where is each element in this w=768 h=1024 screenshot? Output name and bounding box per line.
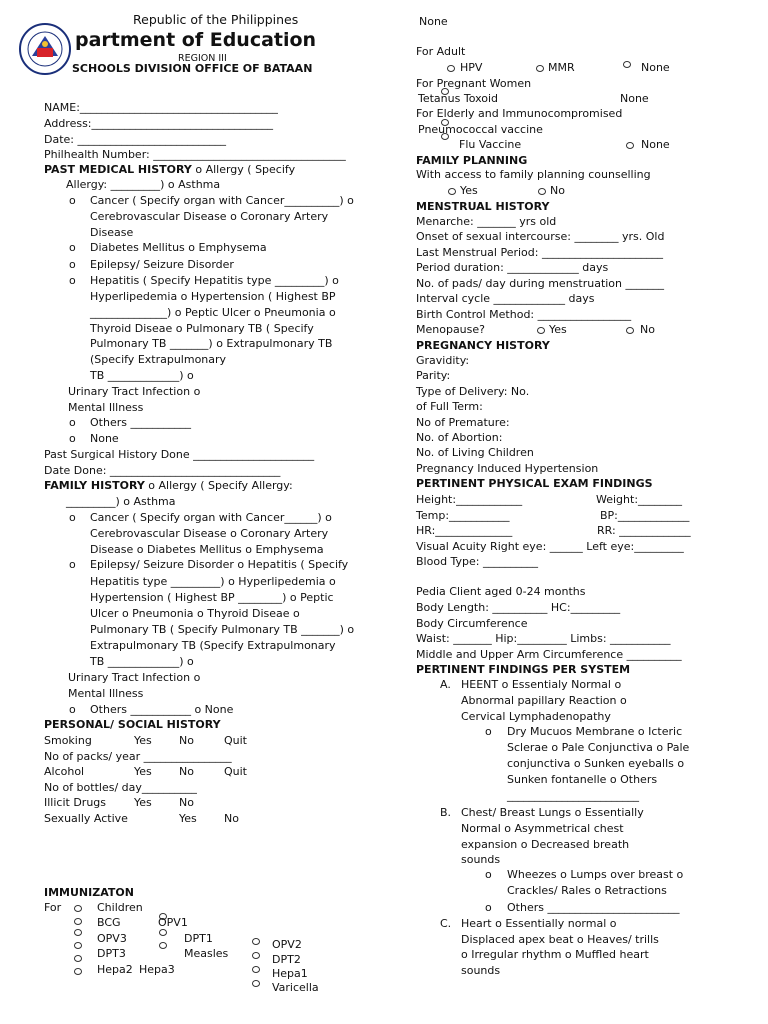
region-label: REGION III bbox=[178, 53, 227, 64]
pmh-line: Hepatitis ( Specify Hepatitis type _________) o bbox=[90, 274, 339, 287]
deped-seal-logo bbox=[18, 22, 72, 76]
lmp-field[interactable]: Last Menstrual Period: ______________________ bbox=[416, 246, 663, 259]
height-field[interactable]: Height:____________ bbox=[416, 493, 523, 506]
office-label: SCHOOLS DIVISION OFFICE OF BATAAN bbox=[72, 62, 313, 75]
fh-line: _________) o Asthma bbox=[66, 495, 176, 508]
date-done-field[interactable]: Date Done: _______________________________ bbox=[44, 464, 281, 477]
flu-option[interactable]: Flu Vaccine bbox=[459, 138, 522, 151]
imm-varicella[interactable]: Varicella bbox=[272, 981, 319, 994]
fh-line: Pulmonary TB ( Specify Pulmonary TB _______) o bbox=[90, 623, 355, 636]
pmh-line: Pulmonary TB _______) o Extrapulmonary TB bbox=[90, 337, 333, 350]
radio-circle[interactable] bbox=[448, 188, 456, 195]
fh-line: Cerebrovascular Disease o Coronary Artery bbox=[90, 527, 329, 540]
pmh-line: Cerebrovascular Disease o Coronary Artery bbox=[90, 210, 329, 223]
elderly-label: For Elderly and Immunocompromised bbox=[416, 107, 623, 120]
hr-field[interactable]: HR:______________ bbox=[416, 524, 513, 537]
body-circ-label: Body Circumference bbox=[416, 617, 528, 630]
heent-line: HEENT o Essentialy Normal o bbox=[461, 678, 622, 691]
radio-circle[interactable] bbox=[441, 133, 449, 140]
imm-children-label: Children bbox=[97, 901, 143, 914]
heent-line: Cervical Lymphadenopathy bbox=[461, 710, 611, 723]
past-medical-header: PAST MEDICAL HISTORY o Allergy ( Specify bbox=[44, 163, 296, 176]
fp-yes-option[interactable]: Yes bbox=[460, 184, 478, 197]
fp-access-label: With access to family planning counselling bbox=[416, 168, 651, 181]
chest-bullet: o bbox=[485, 868, 492, 881]
smoking-yes[interactable]: Yes bbox=[134, 734, 152, 747]
tetanus-option[interactable]: Tetanus Toxoid bbox=[418, 92, 499, 105]
surgical-history-field[interactable]: Past Surgical History Done ______________________ bbox=[44, 448, 315, 461]
for-adult-label: For Adult bbox=[416, 45, 466, 58]
pregnancy-history-header: PREGNANCY HISTORY bbox=[416, 339, 550, 352]
pregnant-none-option[interactable]: None bbox=[620, 92, 649, 105]
pmh-bullet: o bbox=[69, 416, 76, 429]
radio-circle[interactable] bbox=[74, 968, 82, 975]
bp-field[interactable]: BP:_____________ bbox=[600, 509, 690, 522]
pmh-line: Thyroid Diseae o Pulmonary TB ( Specify bbox=[90, 322, 314, 335]
pmh-line: Cancer ( Specify organ with Cancer__________) o bbox=[90, 194, 354, 207]
chest-line: Crackles/ Rales o Retractions bbox=[507, 884, 667, 897]
blood-type-field[interactable]: Blood Type: __________ bbox=[416, 555, 539, 568]
pmh-line: Disease bbox=[90, 226, 134, 239]
imm-opv3[interactable]: OPV3 bbox=[97, 932, 127, 945]
duration-field[interactable]: Period duration: _____________ days bbox=[416, 261, 609, 274]
imm-opv1[interactable]: OPV1 bbox=[158, 916, 188, 929]
pih-field[interactable]: Pregnancy Induced Hypertension bbox=[416, 462, 599, 475]
pmh-line: Hyperlipedemia o Hypertension ( Highest BP bbox=[90, 290, 336, 303]
family-history-header: FAMILY HISTORY o Allergy ( Specify Allergy: bbox=[44, 479, 293, 492]
immunization-header: IMMUNIZATON bbox=[44, 886, 134, 899]
radio-circle[interactable] bbox=[626, 327, 634, 334]
radio-circle[interactable] bbox=[159, 942, 167, 949]
heent-others-field[interactable]: ________________________ bbox=[507, 789, 639, 802]
fh-line: Ulcer o Pneumonia o Thyroid Diseae o bbox=[90, 607, 300, 620]
heart-line: Heart o Essentially normal o bbox=[461, 917, 617, 930]
menopause-no[interactable]: No bbox=[640, 323, 655, 336]
radio-circle[interactable] bbox=[74, 929, 82, 936]
chest-line: Chest/ Breast Lungs o Essentially bbox=[461, 806, 644, 819]
radio-circle[interactable] bbox=[252, 938, 260, 945]
weight-field[interactable]: Weight:________ bbox=[596, 493, 683, 506]
heart-line: sounds bbox=[461, 964, 501, 977]
address-field[interactable]: Address:_________________________________ bbox=[44, 117, 274, 130]
imm-bcg[interactable]: BCG bbox=[97, 916, 121, 929]
radio-circle[interactable] bbox=[252, 980, 260, 987]
menopause-label: Menopause? bbox=[416, 323, 485, 336]
alcohol-label: Alcohol bbox=[44, 765, 85, 778]
fh-line: Urinary Tract Infection o bbox=[68, 671, 201, 684]
heent-line: Abnormal papillary Reaction o bbox=[461, 694, 627, 707]
pregnant-label: For Pregnant Women bbox=[416, 77, 532, 90]
list-marker-a: A. bbox=[440, 678, 451, 691]
pmh-bullet: o bbox=[69, 194, 76, 207]
family-planning-header: FAMILY PLANNING bbox=[416, 154, 528, 167]
imm-hepa1[interactable]: Hepa1 bbox=[272, 967, 308, 980]
hpv-option[interactable]: HPV bbox=[460, 61, 483, 74]
fh-line: Cancer ( Specify organ with Cancer______) o bbox=[90, 511, 332, 524]
fh-bullet: o bbox=[69, 558, 76, 571]
pmh-bullet: o bbox=[69, 241, 76, 254]
temp-field[interactable]: Temp:___________ bbox=[416, 509, 510, 522]
alcohol-quit[interactable]: Quit bbox=[224, 765, 247, 778]
parity-field[interactable]: Parity: bbox=[416, 369, 451, 382]
date-field[interactable]: Date: ___________________________ bbox=[44, 133, 226, 146]
pmh-line: Others ___________ bbox=[90, 416, 191, 429]
imm-hepa3[interactable]: Hepa3 bbox=[139, 963, 175, 976]
fh-line: TB _____________) o bbox=[90, 655, 194, 668]
interval-field[interactable]: Interval cycle _____________ days bbox=[416, 292, 595, 305]
heent-line: Sunken fontanelle o Others bbox=[507, 773, 658, 786]
fh-bullet: o bbox=[69, 511, 76, 524]
radio-circle[interactable] bbox=[252, 966, 260, 973]
pmh-line: TB _____________) o bbox=[90, 369, 194, 382]
fh-line: Extrapulmonary TB (Specify Extrapulmonary bbox=[90, 639, 336, 652]
physical-exam-header: PERTINENT PHYSICAL EXAM FINDINGS bbox=[416, 477, 653, 490]
sexual-yes[interactable]: Yes bbox=[179, 812, 197, 825]
bottles-field[interactable]: No of bottles/ day__________ bbox=[44, 781, 197, 794]
packs-field[interactable]: No of packs/ year ________________ bbox=[44, 750, 232, 763]
gravidity-field[interactable]: Gravidity: bbox=[416, 354, 470, 367]
fh-line: Hypertension ( Highest BP ________) o Peptic bbox=[90, 591, 334, 604]
pmh-line: None bbox=[90, 432, 119, 445]
pmh-bullet: o bbox=[69, 258, 76, 271]
country-name: Republic of the Philippines bbox=[133, 12, 299, 27]
social-history-header: PERSONAL/ SOCIAL HISTORY bbox=[44, 718, 221, 731]
radio-circle[interactable] bbox=[447, 65, 455, 72]
menstrual-history-header: MENSTRUAL HISTORY bbox=[416, 200, 550, 213]
radio-circle[interactable] bbox=[538, 188, 546, 195]
heart-line: o Irregular rhythm o Muffled heart bbox=[461, 948, 649, 961]
pmh-bullet: o bbox=[69, 274, 76, 287]
radio-circle[interactable] bbox=[74, 905, 82, 912]
heent-line: Sclerae o Pale Conjunctiva o Pale bbox=[507, 741, 690, 754]
sexual-no[interactable]: No bbox=[224, 812, 239, 825]
department-title: partment of Education bbox=[75, 29, 317, 51]
drugs-label: Illicit Drugs bbox=[44, 796, 107, 809]
imm-dpt2[interactable]: DPT2 bbox=[272, 953, 301, 966]
sexual-label: Sexually Active bbox=[44, 812, 128, 825]
mmr-option[interactable]: MMR bbox=[548, 61, 575, 74]
adult-none-option[interactable]: None bbox=[641, 61, 670, 74]
radio-circle[interactable] bbox=[74, 955, 82, 962]
radio-circle[interactable] bbox=[537, 327, 545, 334]
fh-line: Hepatitis type _________) o Hyperlipedemia o bbox=[90, 575, 336, 588]
smoking-quit[interactable]: Quit bbox=[224, 734, 247, 747]
radio-circle[interactable] bbox=[159, 929, 167, 936]
chest-line: expansion o Decreased breath bbox=[461, 838, 630, 851]
name-field[interactable]: NAME:____________________________________ bbox=[44, 101, 278, 114]
menopause-yes[interactable]: Yes bbox=[549, 323, 567, 336]
chest-line: sounds bbox=[461, 853, 501, 866]
living-field[interactable]: No. of Living Children bbox=[416, 446, 534, 459]
elderly-none-option[interactable]: None bbox=[641, 138, 670, 151]
none-top: None bbox=[419, 15, 448, 28]
fp-no-option[interactable]: No bbox=[550, 184, 565, 197]
imm-dpt3[interactable]: DPT3 bbox=[97, 947, 126, 960]
pmh-line: Urinary Tract Infection o bbox=[68, 385, 201, 398]
fh-line: Disease o Diabetes Mellitus o Emphysema bbox=[90, 543, 324, 556]
muac-field[interactable]: Middle and Upper Arm Circumference __________ bbox=[416, 648, 682, 661]
radio-circle[interactable] bbox=[623, 61, 631, 68]
chest-bullet: o bbox=[485, 901, 492, 914]
rr-field[interactable]: RR: _____________ bbox=[597, 524, 691, 537]
alcohol-yes[interactable]: Yes bbox=[134, 765, 152, 778]
pneumococcal-option[interactable]: Pneumococcal vaccine bbox=[418, 123, 543, 136]
bcm-field[interactable]: Birth Control Method: _________________ bbox=[416, 308, 632, 321]
fh-line: Mental Illness bbox=[68, 687, 144, 700]
imm-measles[interactable]: Measles bbox=[184, 947, 229, 960]
drugs-no[interactable]: No bbox=[179, 796, 194, 809]
chest-line: Wheezes o Lumps over breast o bbox=[507, 868, 684, 881]
delivery-field[interactable]: Type of Delivery: No. bbox=[416, 385, 530, 398]
radio-circle[interactable] bbox=[536, 65, 544, 72]
radio-circle[interactable] bbox=[626, 142, 634, 149]
list-marker-c: C. bbox=[440, 917, 452, 930]
pmh-line: Mental Illness bbox=[68, 401, 144, 414]
fh-line: Epilepsy/ Seizure Disorder o Hepatitis ( Specify bbox=[90, 558, 349, 571]
fullterm-field[interactable]: of Full Term: bbox=[416, 400, 483, 413]
menarche-field[interactable]: Menarche: _______ yrs old bbox=[416, 215, 557, 228]
imm-opv2[interactable]: OPV2 bbox=[272, 938, 302, 951]
pmh-line: ______________) o Peptic Ulcer o Pneumonia o bbox=[90, 306, 336, 319]
body-length-field[interactable]: Body Length: __________ HC:_________ bbox=[416, 601, 621, 614]
imm-for-label: For bbox=[44, 901, 62, 914]
pmh-line: Allergy: _________) o Asthma bbox=[66, 178, 221, 191]
waist-field[interactable]: Waist: _______ Hip:_________ Limbs: ___________ bbox=[416, 632, 671, 645]
heart-line: Displaced apex beat o Heaves/ trills bbox=[461, 933, 659, 946]
chest-line: Normal o Asymmetrical chest bbox=[461, 822, 624, 835]
radio-circle[interactable] bbox=[252, 952, 260, 959]
smoking-no[interactable]: No bbox=[179, 734, 194, 747]
pedia-label: Pedia Client aged 0-24 months bbox=[416, 585, 586, 598]
heent-line: Dry Mucuos Membrane o Icteric bbox=[507, 725, 683, 738]
fh-bullet: o bbox=[69, 703, 76, 716]
pads-field[interactable]: No. of pads/ day during menstruation _______ bbox=[416, 277, 665, 290]
alcohol-no[interactable]: No bbox=[179, 765, 194, 778]
pmh-line: Epilepsy/ Seizure Disorder bbox=[90, 258, 234, 271]
pmh-line: (Specify Extrapulmonary bbox=[90, 353, 227, 366]
visual-acuity-field[interactable]: Visual Acuity Right eye: ______ Left eye:_________ bbox=[416, 540, 684, 553]
pmh-line: Diabetes Mellitus o Emphysema bbox=[90, 241, 267, 254]
chest-others-field[interactable]: Others ________________________ bbox=[507, 901, 680, 914]
heent-bullet: o bbox=[485, 725, 492, 738]
onset-field[interactable]: Onset of sexual intercourse: ________ yrs. Old bbox=[416, 230, 665, 243]
radio-circle[interactable] bbox=[74, 942, 82, 949]
list-marker-b: B. bbox=[440, 806, 452, 819]
drugs-yes[interactable]: Yes bbox=[134, 796, 152, 809]
fh-line: Others ___________ o None bbox=[90, 703, 234, 716]
pmh-bullet: o bbox=[69, 432, 76, 445]
heent-line: conjunctiva o Sunken eyeballs o bbox=[507, 757, 685, 770]
abortion-field[interactable]: No. of Abortion: bbox=[416, 431, 503, 444]
philhealth-field[interactable]: Philhealth Number: ___________________________________ bbox=[44, 148, 346, 161]
imm-hepa2[interactable]: Hepa2 bbox=[97, 963, 133, 976]
findings-system-header: PERTINENT FINDINGS PER SYSTEM bbox=[416, 663, 631, 676]
imm-dpt1[interactable]: DPT1 bbox=[184, 932, 213, 945]
smoking-label: Smoking bbox=[44, 734, 92, 747]
radio-circle[interactable] bbox=[74, 918, 82, 925]
premature-field[interactable]: No of Premature: bbox=[416, 416, 510, 429]
